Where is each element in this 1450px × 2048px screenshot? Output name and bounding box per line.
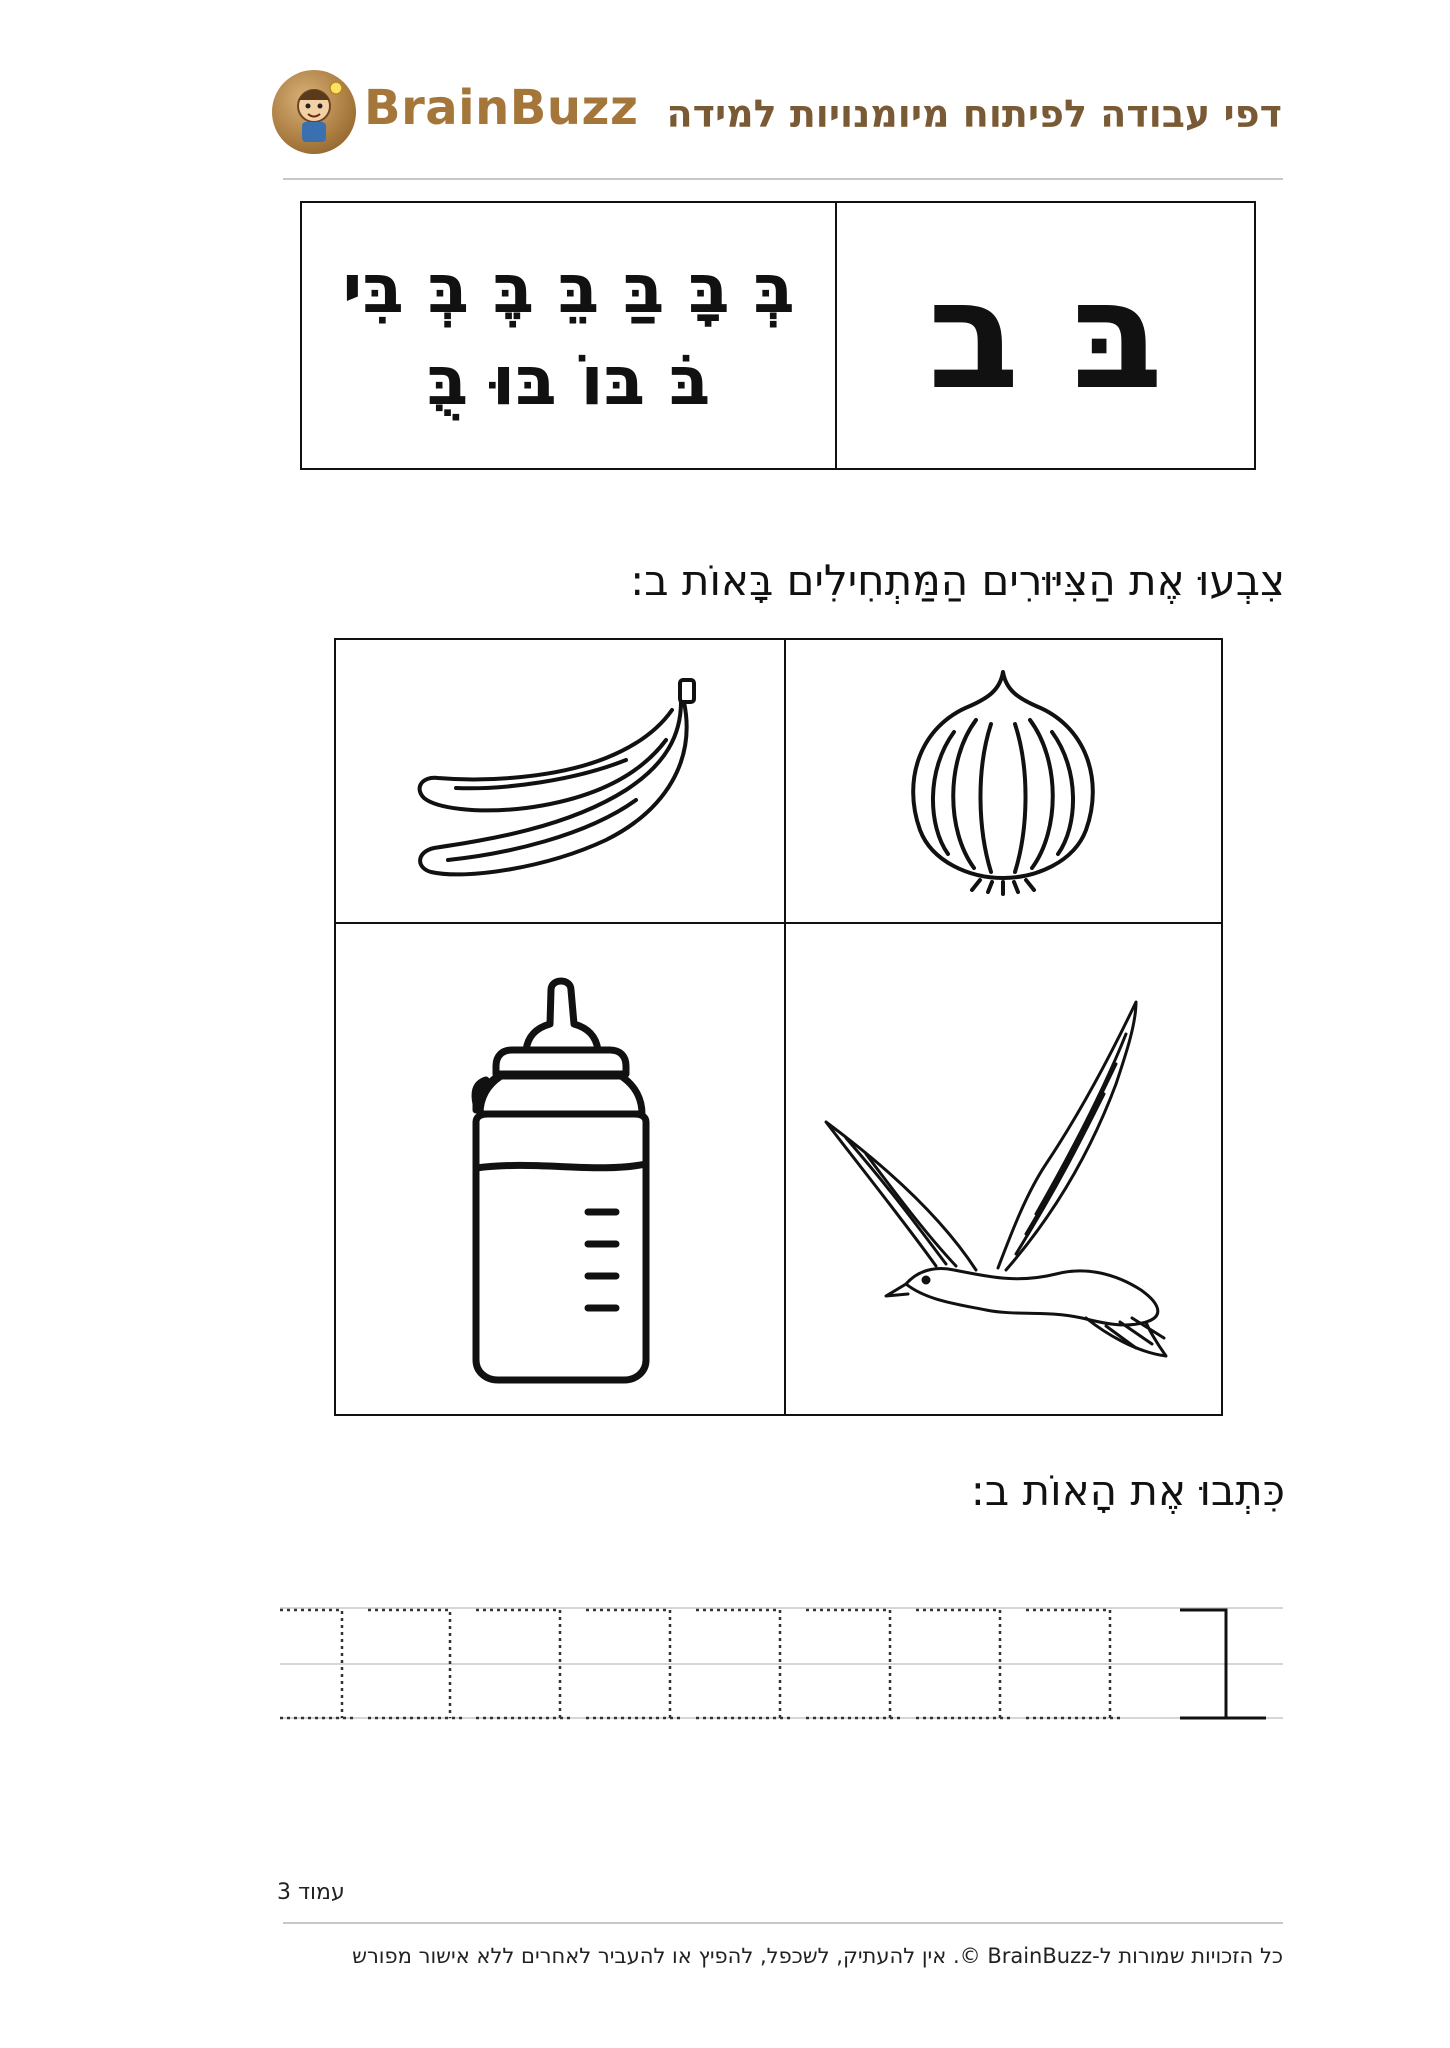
page-number: עמוד 3 <box>277 1880 345 1905</box>
copyright-notice: כל הזכויות שמורות ל-BrainBuzz ©. אין להעתיק, לשכפל, להפיץ או להעביר לאחרים ללא אישור מפורש <box>352 1944 1283 1968</box>
picture-cell-onion[interactable] <box>786 640 1221 922</box>
header-divider <box>283 178 1283 180</box>
footer-divider <box>283 1922 1283 1924</box>
tracing-guide <box>280 1606 1283 1724</box>
brand-name: BrainBuzz <box>364 80 639 136</box>
header-title: דפי עבודה לפיתוח מיומנויות למידה <box>666 92 1282 136</box>
picture-cell-banana[interactable] <box>336 640 784 922</box>
mascot-icon <box>272 70 356 154</box>
write-instruction: כִּתְבוּ אֶת הָאוֹת ב: <box>970 1466 1285 1515</box>
bird-icon <box>786 924 1221 1414</box>
letter-table <box>300 201 1256 470</box>
brand-logo <box>272 66 652 158</box>
picture-cell-baby-bottle[interactable] <box>336 924 784 1414</box>
picture-grid <box>334 638 1223 1416</box>
picture-cell-bird[interactable] <box>786 924 1221 1414</box>
writing-practice-area[interactable] <box>280 1606 1283 1724</box>
vowel-row-2: בֹּ בּוֹ בּוּ בֻּ <box>426 341 711 421</box>
baby-bottle-icon <box>336 924 784 1414</box>
vowel-combinations <box>302 203 835 468</box>
onion-icon <box>786 640 1221 922</box>
color-instruction: צִבְעוּ אֶת הַצִּיּוּרִים הַמַּתְחִילִים בָּאוֹת ב: <box>630 556 1285 605</box>
banana-icon <box>336 640 784 922</box>
big-letters: בּ ב <box>927 248 1164 423</box>
vowel-row-1: בְּ בָּ בַּ בֵּ בֶּ בְּ בִּי <box>342 249 795 329</box>
